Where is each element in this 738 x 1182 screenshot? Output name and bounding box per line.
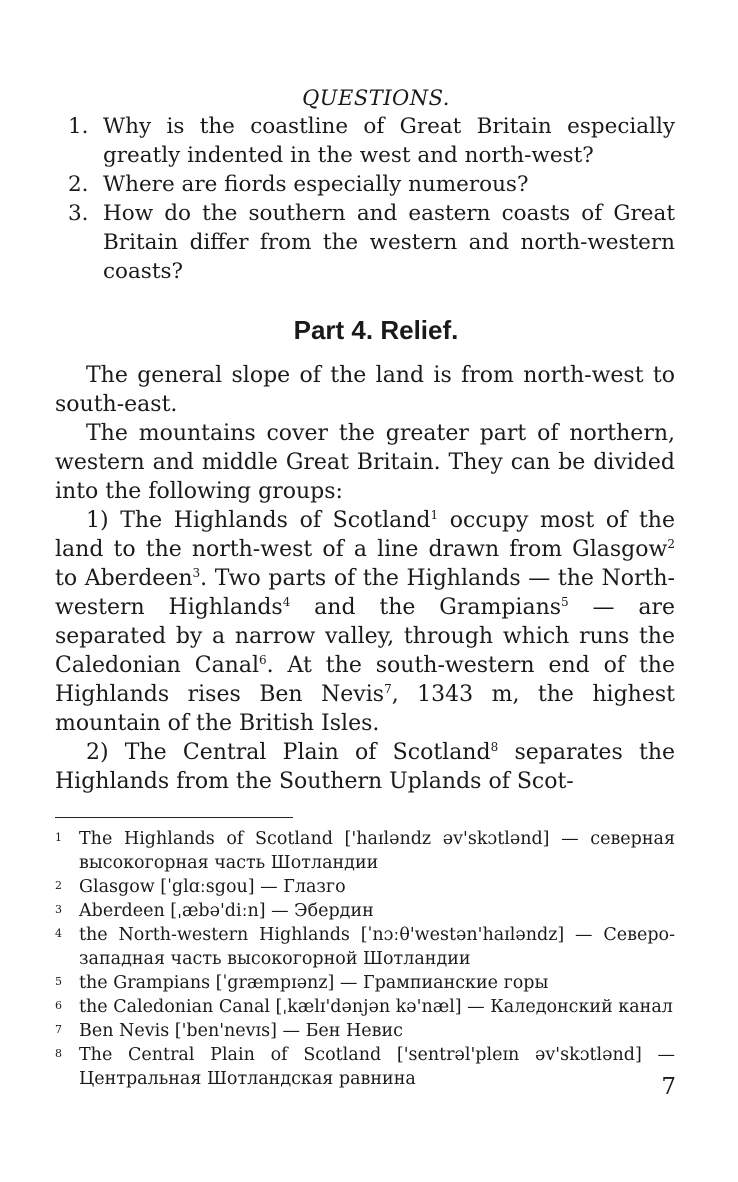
footnote — [55, 971, 675, 995]
text-run: and the Grampians — [290, 595, 562, 620]
footnote-ref: 7 — [384, 682, 392, 696]
question-number: 3. — [68, 201, 89, 226]
footnote — [55, 1043, 675, 1091]
text-run: . At the south-western end of the Highlands rises Ben Nevis — [55, 653, 675, 707]
question-number: 1. — [68, 114, 89, 139]
footnote-text: Aberdeen [ˌæbə'diːn] — Эбердин — [79, 901, 374, 921]
paragraph-mountains: The mountains cover the greater part of northern, western and middle Great Britain. They can be divided into the following groups: — [55, 421, 675, 504]
footnote-ref: 8 — [490, 740, 499, 754]
footnote-number: 2 — [55, 879, 62, 892]
footnote-number: 5 — [55, 975, 62, 988]
text-run: separates the Highlands from the Southern Uplands of Scot- — [55, 740, 676, 794]
footnote-ref: 5 — [561, 595, 569, 609]
footnote-number: 6 — [55, 999, 62, 1012]
footnote-number: 4 — [55, 927, 62, 940]
text-run: — are separated by a narrow valley, through which runs the Caledonian Canal — [55, 595, 676, 678]
text-run: . Two parts of the Highlands — the North-western Highlands — [55, 566, 675, 620]
footnote-text: Glasgow [ˈglɑːsgou] — Глазго — [79, 877, 346, 897]
question-item — [55, 112, 675, 170]
part-heading: Part 4. Relief. — [293, 315, 459, 345]
paragraph-central-plain — [55, 738, 675, 796]
footnote — [55, 1019, 675, 1043]
question-item — [55, 199, 675, 286]
questions-title: QUESTIONS. — [302, 86, 450, 110]
text-run: , 1343 m, the highest mountain of the British Isles. — [55, 682, 675, 736]
footnotes — [55, 827, 675, 1091]
footnote-text: The Highlands of Scotland ['haɪləndz əv'skɔtlənd] — северная высокогорная часть Шотландии — [79, 829, 675, 873]
footnote-number: 3 — [55, 903, 62, 916]
footnote-text: Ben Nevis ['ben'nevɪs] — Бен Невис — [79, 1021, 403, 1041]
page-body — [55, 84, 675, 1091]
footnote — [55, 995, 675, 1019]
question-item — [55, 170, 675, 199]
footnote — [55, 899, 675, 923]
text-run: occupy most of the land to the north-west of a line drawn from Glasgow — [55, 508, 675, 562]
footnote-text: the North-western Highlands [ˈnɔːθ'westən'haɪləndz] — Северо-западная часть высокогорной Шотландии — [79, 925, 675, 969]
footnote — [55, 875, 675, 899]
page-number: 7 — [661, 1074, 676, 1100]
text-run: 1) The Highlands of Scotland — [86, 508, 431, 533]
footnote-ref: 6 — [259, 653, 267, 667]
footnote-number: 7 — [55, 1023, 62, 1036]
question-text: How do the southern and eastern coasts of Great Britain differ from the western and north-western coasts? — [103, 201, 675, 284]
footnote-ref: 4 — [282, 595, 291, 609]
questions-list — [55, 112, 675, 286]
text-run: to Aberdeen — [55, 566, 193, 591]
footnote-ref: 3 — [192, 566, 201, 580]
question-text: Where are fiords especially numerous? — [103, 172, 529, 197]
paragraph-highlands — [55, 506, 675, 738]
footnote-number: 8 — [55, 1047, 62, 1060]
question-number: 2. — [68, 172, 89, 197]
footnote-number: 1 — [55, 831, 62, 844]
footnote — [55, 923, 675, 971]
footnote-text: the Caledonian Canal [ˌkælɪ'dənjən kə'næl] — Каледонский канал — [79, 997, 673, 1017]
question-text: Why is the coastline of Great Britain especially greatly indented in the west and north-west? — [103, 114, 675, 168]
footnote-text: The Central Plain of Scotland ['sentrəl'pleɪn əv'skɔtlənd] — Центральная Шотландская равнина — [79, 1045, 675, 1089]
footnote-divider — [55, 817, 293, 818]
paragraph-slope: The general slope of the land is from north-west to south-east. — [55, 363, 675, 417]
footnote — [55, 827, 675, 875]
footnote-ref: 2 — [667, 537, 675, 551]
footnote-ref: 1 — [430, 508, 439, 522]
footnote-text: the Grampians [ˈgræmpɪənz] — Грампианские горы — [79, 973, 549, 993]
text-run: 2) The Central Plain of Scotland — [86, 740, 491, 765]
